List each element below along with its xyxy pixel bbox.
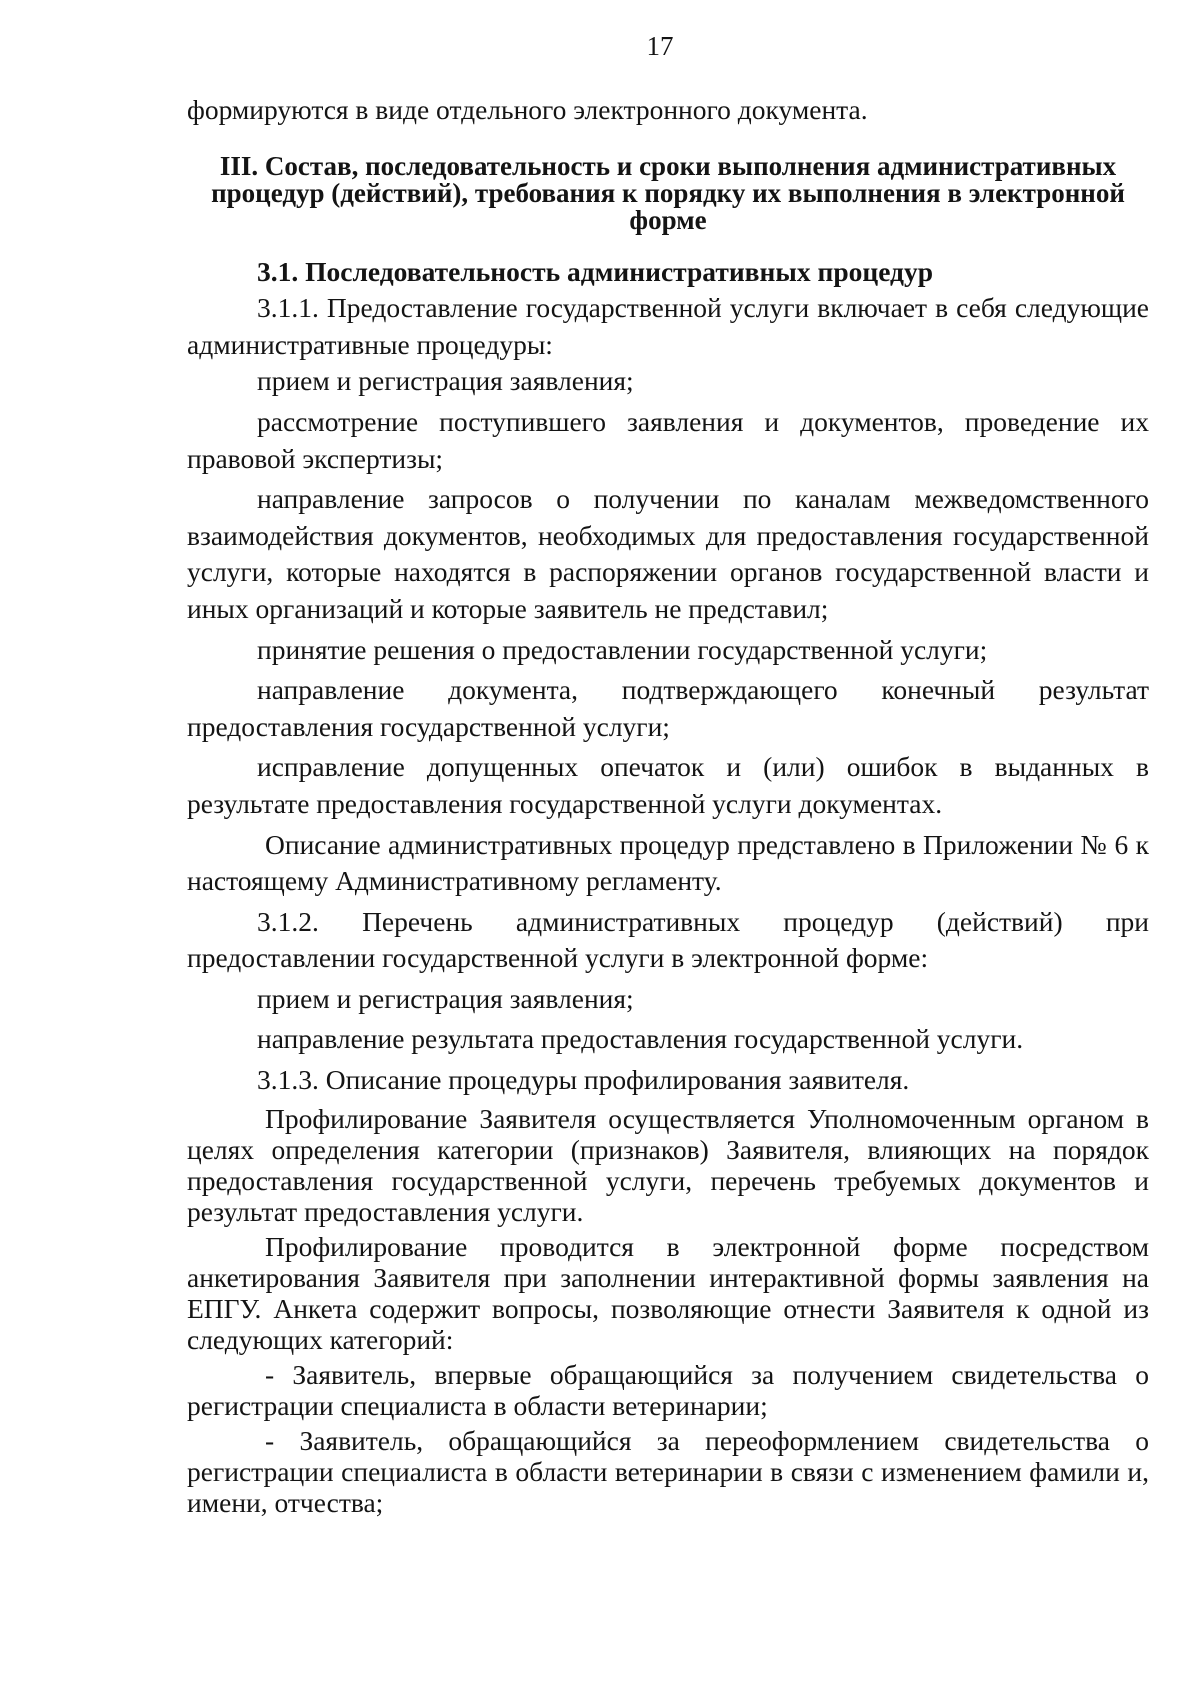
list-item-decision: принятие решения о предоставлении государственной услуги; — [257, 633, 988, 665]
paragraph-3-1-1: 3.1.1. Предоставление государственной услуги включает в себя следующие административные процедуры: — [187, 292, 1149, 360]
page-number: 17 — [646, 31, 674, 61]
list-item-category-first: - Заявитель, впервые обращающийся за получением свидетельства о регистрации специалиста в области ветеринарии; — [187, 1358, 1149, 1421]
list-item-requests: направление запросов о получении по каналам межведомственного взаимодействия документов, необходимых для предоставления государственной услуги, которые находятся в распоряжении органов государственной власти и иных организаций и которые заявитель не представил; — [187, 483, 1149, 624]
document-body — [187, 92, 1149, 1518]
paragraph-intro: формируются в виде отдельного электронного документа. — [187, 94, 868, 125]
list-item-reception: прием и регистрация заявления; — [257, 365, 634, 397]
list-item-corrections: исправление допущенных опечаток и (или) ошибок в выданных в результате предоставления государственной услуги документах. — [187, 751, 1149, 819]
list-item-category-rename: - Заявитель, обращающийся за переоформлением свидетельства о регистрации специалиста в области ветеринарии в связи с изменением фамили и, имени, отчества; — [187, 1424, 1149, 1518]
list-item-electronic-reception: прием и регистрация заявления; — [257, 982, 634, 1014]
list-item-electronic-result: направление результата предоставления государственной услуги. — [257, 1023, 1024, 1055]
paragraph-appendix-reference: Описание административных процедур представлено в Приложении № 6 к настоящему Административному регламенту. — [187, 828, 1149, 897]
subsection-heading: 3.1. Последовательность административных процедур — [257, 255, 934, 287]
section-heading: III. Состав, последовательность и сроки выполнения административных процедур (действий), требования к порядку их выполнения в электронной форме — [211, 150, 1125, 235]
paragraph-profiling: Профилирование Заявителя осуществляется Уполномоченным органом в целях определения категории (признаков) Заявителя, влияющих на порядок предоставления государственной услуги, перечень требуемых документов и результат предоставления услуги. — [187, 1102, 1149, 1227]
paragraph-profiling-form: Профилирование проводится в электронной форме посредством анкетирования Заявителя при заполнении интерактивной формы заявления на ЕПГУ. Анкета содержит вопросы, позволяющие отнести Заявителя к одной из следующих категорий: — [187, 1230, 1149, 1355]
paragraph-3-1-2: 3.1.2. Перечень административных процедур (действий) при предоставлении государственной услуги в электронной форме: — [187, 905, 1149, 974]
paragraph-3-1-3: 3.1.3. Описание процедуры профилирования заявителя. — [257, 1064, 910, 1096]
list-item-result-document: направление документа, подтверждающего конечный результат предоставления государственной услуги; — [187, 674, 1149, 742]
list-item-review: рассмотрение поступившего заявления и документов, проведение их правовой экспертизы; — [187, 405, 1149, 474]
